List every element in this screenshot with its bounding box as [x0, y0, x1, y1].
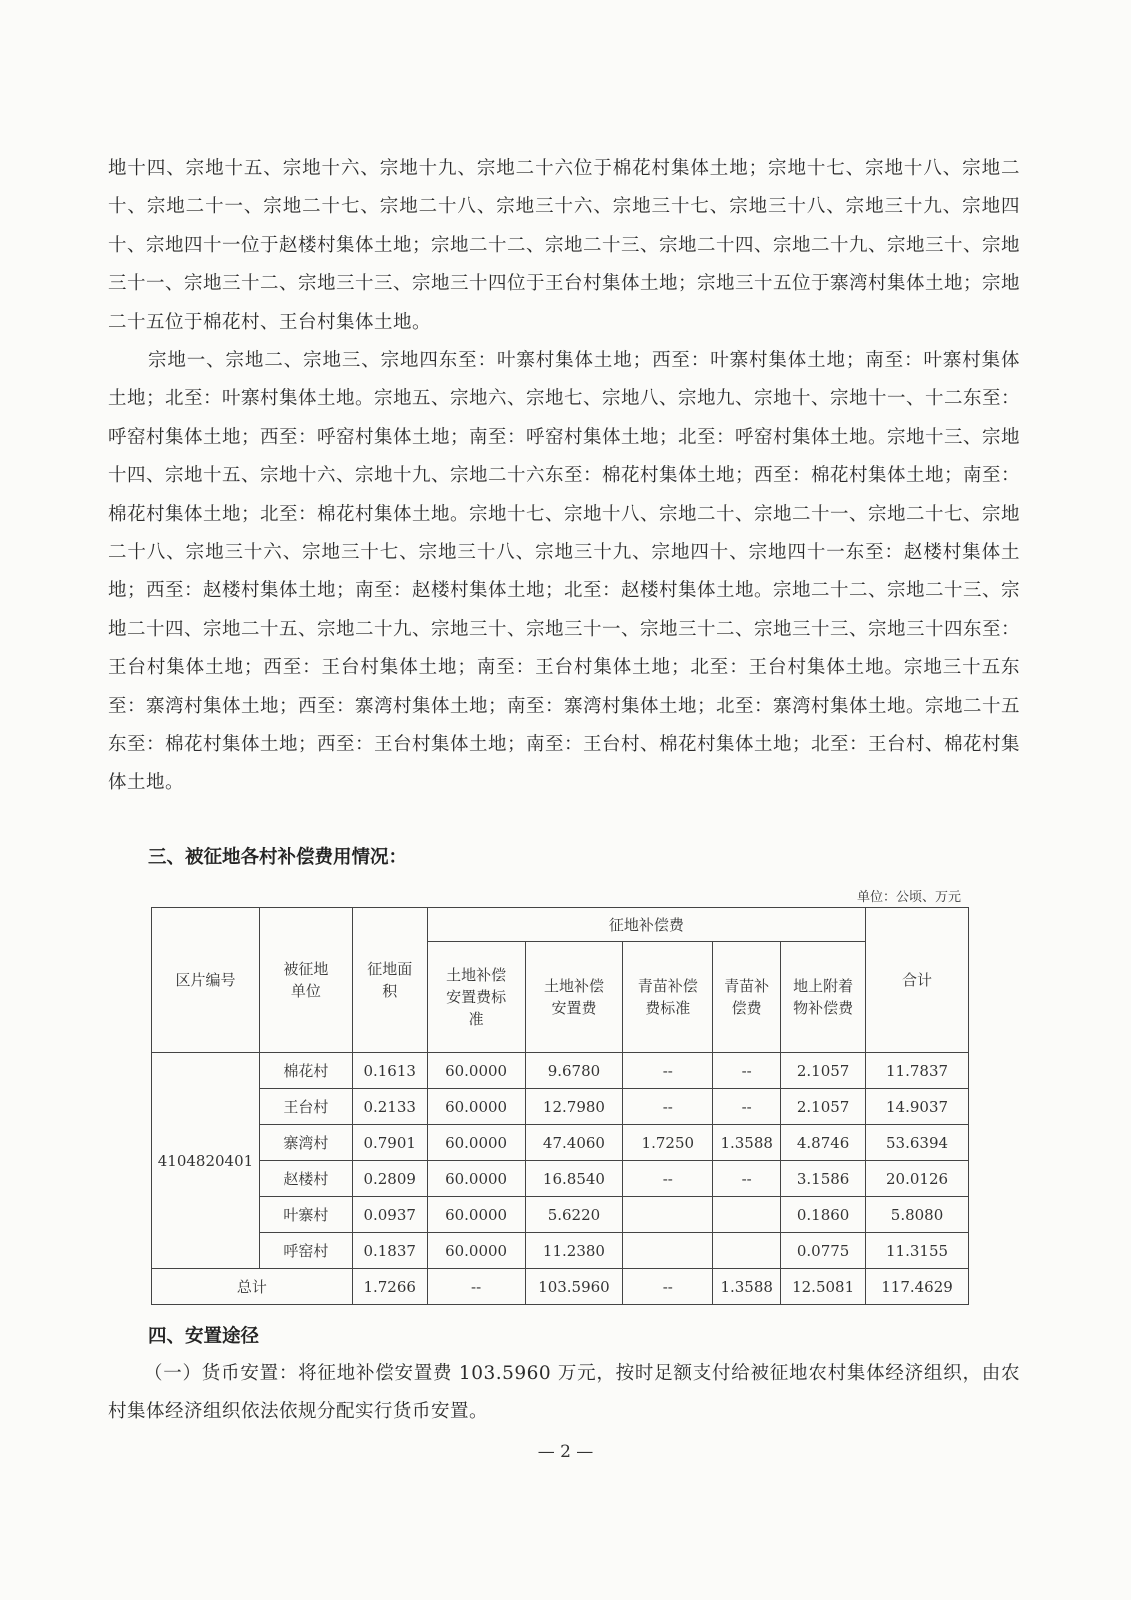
cell-area: 0.1613 — [352, 1053, 427, 1089]
cell-total: 53.6394 — [866, 1125, 969, 1161]
header-crop-fee: 青苗补偿费 — [713, 942, 781, 1053]
cell-land-std: 60.0000 — [427, 1161, 525, 1197]
cell-crop-std — [623, 1233, 713, 1269]
cell-unit: 棉花村 — [259, 1053, 352, 1089]
cell-crop-std: 1.7250 — [623, 1125, 713, 1161]
cell-crop-fee — [713, 1233, 781, 1269]
cell-attach-fee: 0.1860 — [781, 1197, 866, 1233]
unit-note: 单位：公顷、万元 — [856, 890, 961, 905]
cell-crop-std: -- — [623, 1089, 713, 1125]
summary-land-fee: 103.5960 — [525, 1269, 623, 1305]
cell-land-fee: 47.4060 — [525, 1125, 623, 1161]
summary-crop-fee: 1.3588 — [713, 1269, 781, 1305]
cell-land-std: 60.0000 — [427, 1197, 525, 1233]
cell-attach-fee: 2.1057 — [781, 1053, 866, 1089]
cell-crop-std — [623, 1197, 713, 1233]
cell-total: 11.7837 — [866, 1053, 969, 1089]
section-heading-compensation: 三、被征地各村补偿费用情况： — [148, 847, 408, 868]
cell-area: 0.2809 — [352, 1161, 427, 1197]
zone-code-cell: 4104820401 — [152, 1053, 260, 1269]
cell-area: 0.2133 — [352, 1089, 427, 1125]
table-row — [152, 1197, 969, 1233]
header-unit: 被征地单位 — [259, 908, 352, 1053]
cell-unit: 王台村 — [259, 1089, 352, 1125]
cell-total: 5.8080 — [866, 1197, 969, 1233]
cell-land-fee: 16.8540 — [525, 1161, 623, 1197]
summary-crop-std: -- — [623, 1269, 713, 1305]
summary-land-std: -- — [427, 1269, 525, 1305]
header-area: 征地面积 — [352, 908, 427, 1053]
cell-crop-fee — [713, 1197, 781, 1233]
header-total: 合计 — [866, 908, 969, 1053]
cell-unit: 赵楼村 — [259, 1161, 352, 1197]
cell-attach-fee: 4.8746 — [781, 1125, 866, 1161]
cell-unit: 呼窑村 — [259, 1233, 352, 1269]
cell-land-fee: 12.7980 — [525, 1089, 623, 1125]
table-row — [152, 1053, 969, 1089]
compensation-table — [151, 907, 969, 1305]
cell-attach-fee: 3.1586 — [781, 1161, 866, 1197]
section-heading-resettlement: 四、安置途径 — [148, 1326, 260, 1347]
cell-land-std: 60.0000 — [427, 1233, 525, 1269]
header-land-std: 土地补偿安置费标准 — [427, 942, 525, 1053]
cell-land-std: 60.0000 — [427, 1053, 525, 1089]
cell-crop-std: -- — [623, 1161, 713, 1197]
summary-label: 总计 — [152, 1269, 353, 1305]
page-number: — 2 — — [537, 1442, 594, 1462]
cell-crop-std: -- — [623, 1053, 713, 1089]
table-row — [152, 1125, 969, 1161]
cell-attach-fee: 0.0775 — [781, 1233, 866, 1269]
cell-unit: 寨湾村 — [259, 1125, 352, 1161]
header-land-fee: 土地补偿安置费 — [525, 942, 623, 1053]
header-compensation-group: 征地补偿费 — [427, 908, 865, 942]
header-attach-fee: 地上附着物补偿费 — [781, 942, 866, 1053]
cell-crop-fee: 1.3588 — [713, 1125, 781, 1161]
cell-land-fee: 9.6780 — [525, 1053, 623, 1089]
cell-crop-fee: -- — [713, 1089, 781, 1125]
cell-total: 20.0126 — [866, 1161, 969, 1197]
cell-land-fee: 11.2380 — [525, 1233, 623, 1269]
table-row — [152, 1233, 969, 1269]
summary-area: 1.7266 — [352, 1269, 427, 1305]
cell-unit: 叶寨村 — [259, 1197, 352, 1233]
cell-crop-fee: -- — [713, 1053, 781, 1089]
cell-attach-fee: 2.1057 — [781, 1089, 866, 1125]
cell-land-fee: 5.6220 — [525, 1197, 623, 1233]
summary-total: 117.4629 — [866, 1269, 969, 1305]
cell-crop-fee: -- — [713, 1161, 781, 1197]
paragraph-parcel-boundaries: 宗地一、宗地二、宗地三、宗地四东至：叶寨村集体土地；西至：叶寨村集体土地；南至：叶寨村集体土地；北至：叶寨村集体土地。宗地五、宗地六、宗地七、宗地八、宗地九、宗地十、宗地十一、十二东至：呼窑村集体土地；西至：呼窑村集体土地；南至：呼窑村集体土地；北至：呼窑村集体土地。宗地十三、宗地十四、宗地十五、宗地十六、宗地十九、宗地二十六东至：棉花村集体土地；西至：棉花村集体土地；南至：棉花村集体土地；北至：棉花村集体土地。宗地十七、宗地十八、宗地二十、宗地二十一、宗地二十七、宗地二十八、宗地三十六、宗地三十七、宗地三十八、宗地三十九、宗地四十、宗地四十一东至：赵楼村集体土地；西至：赵楼村集体土地；南至：赵楼村集体土地；北至：赵楼村集体土地。宗地二十二、宗地二十三、宗地二十四、宗地二十五、宗地二十九、宗地三十、宗地三十一、宗地三十二、宗地三十三、宗地三十四东至：王台村集体土地；西至：王台村集体土地；南至：王台村集体土地；北至：王台村集体土地。宗地三十五东至：寨湾村集体土地；西至：寨湾村集体土地；南至：寨湾村集体土地；北至：寨湾村集体土地。宗地二十五东至：棉花村集体土地；西至：王台村集体土地；南至：王台村、棉花村集体土地；北至：王台村、棉花村集体土地。 — [108, 350, 1021, 794]
cell-area: 0.0937 — [352, 1197, 427, 1233]
cell-total: 11.3155 — [866, 1233, 969, 1269]
table-row — [152, 1161, 969, 1197]
paragraph-parcel-locations: 地十四、宗地十五、宗地十六、宗地十九、宗地二十六位于棉花村集体土地；宗地十七、宗地十八、宗地二十、宗地二十一、宗地二十七、宗地二十八、宗地三十六、宗地三十七、宗地三十八、宗地三十九、宗地四十、宗地四十一位于赵楼村集体土地；宗地二十二、宗地二十三、宗地二十四、宗地二十九、宗地三十、宗地三十一、宗地三十二、宗地三十三、宗地三十四位于王台村集体土地；宗地三十五位于寨湾村集体土地；宗地二十五位于棉花村、王台村集体土地。 — [108, 158, 1021, 333]
header-crop-std: 青苗补偿费标准 — [623, 942, 713, 1053]
table-row — [152, 1089, 969, 1125]
table-summary-row — [152, 1269, 969, 1305]
summary-attach-fee: 12.5081 — [781, 1269, 866, 1305]
paragraph-monetary-resettlement: （一）货币安置：将征地补偿安置费 103.5960 万元，按时足额支付给被征地农村集体经济组织，由农村集体经济组织依法依规分配实行货币安置。 — [108, 1363, 1020, 1423]
cell-area: 0.7901 — [352, 1125, 427, 1161]
cell-area: 0.1837 — [352, 1233, 427, 1269]
cell-land-std: 60.0000 — [427, 1125, 525, 1161]
table-header-row — [152, 908, 969, 942]
cell-land-std: 60.0000 — [427, 1089, 525, 1125]
cell-total: 14.9037 — [866, 1089, 969, 1125]
header-zone-code: 区片编号 — [152, 908, 260, 1053]
